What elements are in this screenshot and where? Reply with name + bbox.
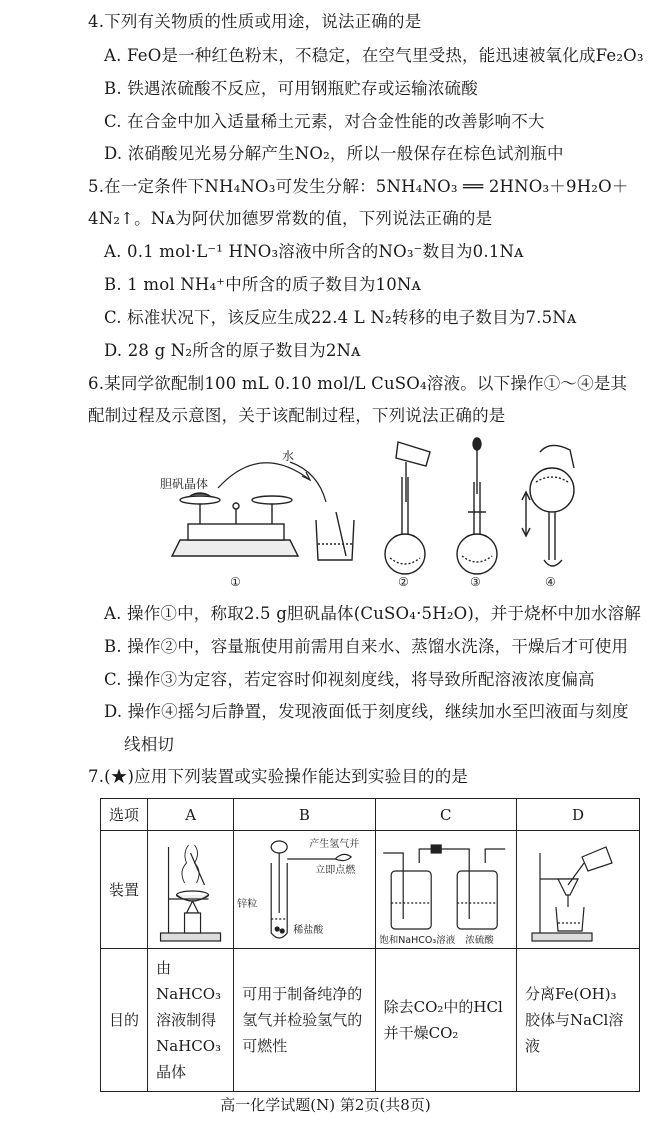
q7-header-option: 选项 [101, 799, 148, 831]
test-tube-hydrogen-icon [234, 833, 374, 947]
gas-washing-bottles-icon [376, 833, 516, 947]
q7-header-d: D [517, 799, 640, 831]
q7-apparatus-d [517, 831, 640, 949]
filtration-apparatus-icon [517, 833, 639, 947]
q6-stem-line2: 配制过程及示意图，关于该配制过程，下列说法正确的是 [88, 406, 506, 425]
q7-apparatus-c [375, 831, 516, 949]
q7-header-a: A [148, 799, 234, 831]
evaporating-dish-icon [148, 833, 233, 947]
q6-stem-line1: 6.某同学欲配制100 mL 0.10 mol/L CuSO₄溶液。以下操作①～④是其 [88, 374, 628, 393]
q7-purpose-d: 分离Fe(OH)₃胶体与NaCl溶液 [517, 949, 640, 1092]
q7-apparatus-a [148, 831, 234, 949]
q7-stem: 7.(★)应用下列装置或实验操作能达到实验目的的是 [88, 767, 469, 786]
fig-step-4: ④ [545, 575, 556, 589]
fig-step-1: ① [230, 575, 241, 589]
q7-b-zinc-label: 锌粒 [237, 898, 258, 910]
q7-apparatus-row [101, 831, 640, 949]
q7-header-c: C [375, 799, 516, 831]
q7-purpose-a: 由NaHCO₃溶液制得NaHCO₃晶体 [148, 949, 234, 1092]
q7-b-acid-label: 稀盐酸 [293, 924, 324, 936]
q7-b-gas-label2: 立即点燃 [315, 864, 356, 876]
q4-option-c: C. 在合金中加入适量稀土元素，对合金性能的改善影响不大 [104, 112, 545, 131]
q7-apparatus-b [234, 831, 375, 949]
q7-purpose-label: 目的 [101, 949, 148, 1092]
fig-step-3: ③ [470, 575, 481, 589]
fig-label-crystal: 胆矾晶体 [160, 477, 209, 491]
page-footer: 高一化学试题(N) 第2页(共8页) [220, 1096, 431, 1114]
q5-option-d: D. 28 g N₂所含的原子数目为2Nᴀ [104, 341, 361, 360]
q4-stem: 4.下列有关物质的性质或用途，说法正确的是 [88, 12, 422, 31]
q7-header-b: B [234, 799, 375, 831]
q6-option-b: B. 操作②中，容量瓶使用前需用自来水、蒸馏水洗涤，干燥后才可使用 [104, 637, 629, 656]
q7-b-gas-label: 产生氢气并 [309, 838, 360, 850]
q7-purpose-row [101, 949, 640, 1092]
q7-table [100, 798, 640, 1092]
q7-purpose-b: 可用于制备纯净的氢气并检验氢气的可燃性 [234, 949, 375, 1092]
fig-label-water: 水 [282, 449, 295, 463]
q6-figure [140, 432, 610, 597]
q4-option-d: D. 浓硝酸见光易分解产生NO₂，所以一般保存在棕色试剂瓶中 [104, 144, 564, 163]
q6-option-d-line2: 线相切 [124, 735, 175, 754]
q6-option-a: A. 操作①中，称取2.5 g胆矾晶体(CuSO₄·5H₂O)，并于烧杯中加水溶解 [104, 604, 641, 623]
q4-option-b: B. 铁遇浓硫酸不反应，可用钢瓶贮存或运输浓硫酸 [104, 79, 478, 98]
fig-step-2: ② [398, 575, 409, 589]
q6-figure-svg [140, 432, 610, 597]
q6-option-d-line1: D. 操作④摇匀后静置，发现液面低于刻度线，继续加水至凹液面与刻度 [104, 702, 629, 721]
q7-header-row [101, 799, 640, 831]
q7-c-right-label: 浓硫酸 [464, 934, 494, 946]
q7-apparatus-label: 装置 [101, 831, 148, 949]
q6-option-c: C. 操作③为定容，若定容时仰视刻度线，将导致所配溶液浓度偏高 [104, 670, 595, 689]
q7-c-left-label: 饱和NaHCO₃溶液 [378, 934, 455, 946]
q5-stem-line1: 5.在一定条件下NH₄NO₃可发生分解：5NH₄NO₃ ══ 2HNO₃＋9H₂O＋ [88, 177, 629, 196]
q5-option-a: A. 0.1 mol·L⁻¹ HNO₃溶液中所含的NO₃⁻数目为0.1Nᴀ [104, 242, 524, 261]
q5-option-c: C. 标准状况下，该反应生成22.4 L N₂转移的电子数目为7.5Nᴀ [104, 308, 577, 327]
q5-stem-line2: 4N₂↑。Nᴀ为阿伏加德罗常数的值，下列说法正确的是 [88, 209, 493, 228]
q5-option-b: B. 1 mol NH₄⁺中所含的质子数目为10Nᴀ [104, 275, 422, 294]
q4-option-a: A. FeO是一种红色粉末，不稳定，在空气里受热，能迅速被氧化成Fe₂O₃ [104, 46, 644, 65]
q7-purpose-c: 除去CO₂中的HCl并干燥CO₂ [375, 949, 516, 1092]
